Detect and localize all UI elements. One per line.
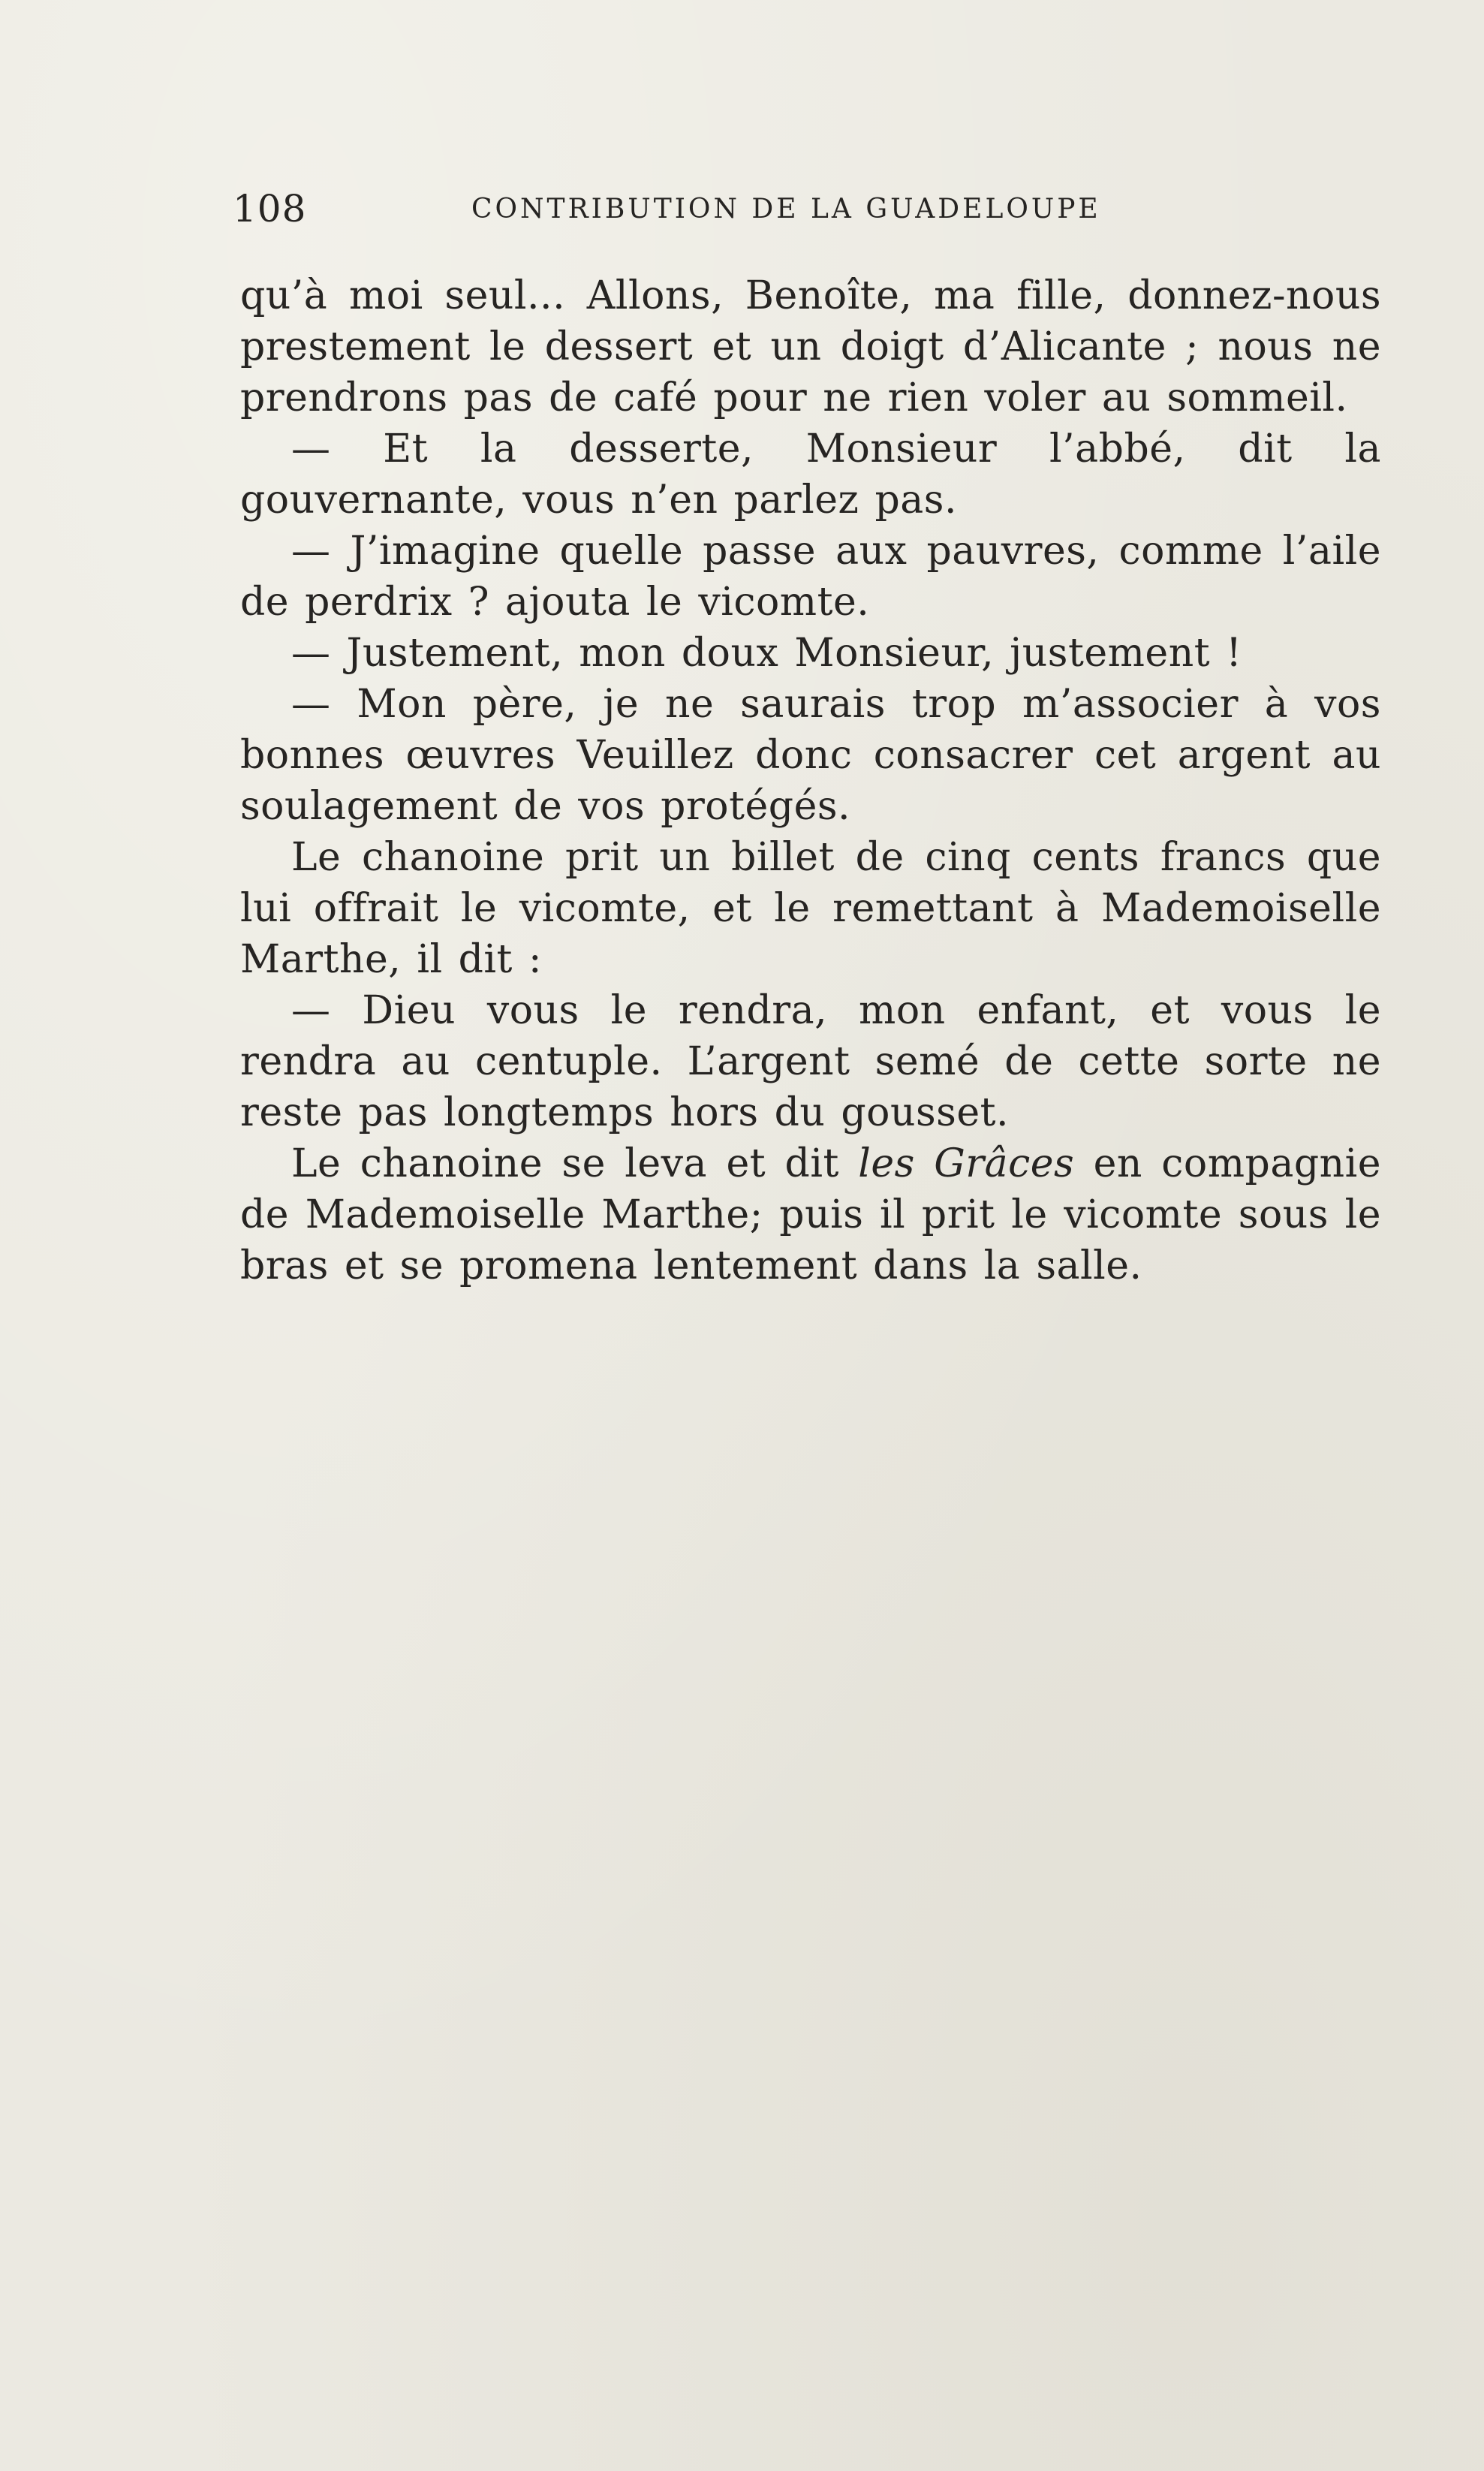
running-head xyxy=(233,186,1145,231)
running-title: CONTRIBUTION DE LA GUADELOUPE xyxy=(471,194,1101,224)
page-number: 108 xyxy=(233,187,307,231)
paragraph-7: — Dieu vous le rendra, mon enfant, et vous le rendra au centuple. L’argent semé de cette sorte ne reste pas longtemps hors du gousset. xyxy=(240,988,1381,1135)
paragraph-1: qu’à moi seul... Allons, Benoîte, ma fille, donnez-nous prestement le dessert et un doigt d’Alicante ; nous ne prendrons pas de café pour ne rien voler au sommeil. xyxy=(240,273,1381,420)
paragraph-8 xyxy=(240,1138,1381,1291)
paragraph-6: Le chanoine prit un billet de cinq cents francs que lui offrait le vicomte, et le remettant à Mademoiselle Marthe, il dit : xyxy=(240,835,1381,982)
paragraph-3: — J’imagine quelle passe aux pauvres, comme l’aile de perdrix ? ajouta le vicomte. xyxy=(240,529,1381,625)
paragraph-8-after: en compagnie de Mademoiselle Marthe; puis il prit le vicomte sous le bras et se promena lentement dans la salle. xyxy=(240,1141,1382,1288)
paragraph-2: — Et la desserte, Monsieur l’abbé, dit la gouvernante, vous n’en parlez pas. xyxy=(240,426,1381,523)
paragraph-4: — Justement, mon doux Monsieur, justement ! xyxy=(291,631,1242,676)
body-text xyxy=(240,270,1381,1291)
paragraph-8-italic: les Grâces xyxy=(858,1141,1075,1186)
paragraph-8-before: Le chanoine se leva et dit xyxy=(291,1141,859,1186)
paragraph-5: — Mon père, je ne saurais trop m’associer à vos bonnes œuvres Veuillez donc consacrer cet argent au soulagement de vos protégés. xyxy=(240,682,1381,829)
